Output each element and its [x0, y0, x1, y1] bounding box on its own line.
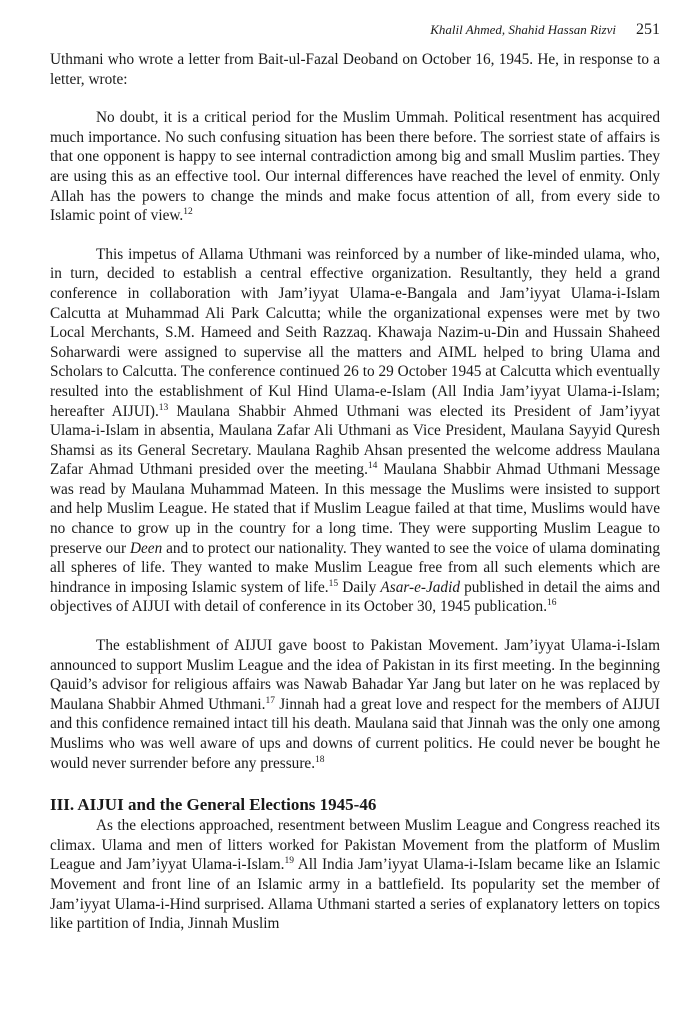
body-text — [50, 50, 660, 934]
section-heading: III. AIJUI and the General Elections 1945-46 — [50, 795, 377, 815]
footnote-ref[interactable]: 18 — [315, 754, 325, 765]
footnote-ref[interactable]: 16 — [547, 598, 557, 609]
page-number: 251 — [636, 21, 660, 38]
paragraph-gap — [50, 773, 660, 792]
paragraph-pakistan-movement: The establishment of AIJUI gave boost to Pakistan Movement. Jam’iyyat Ulama-i-Islam announced to support Muslim League and the idea of Pakistan in its first meeting. In the beginning Qauid’s advisor for religious affairs was Nawab Bahadar Yar Jang but later on he was replaced by Maulana Shabbir Ahmed Uthmani.$^{17}$ Jinnah had a great love and respect for the members of AIJUI and this confidence remained intact till his death. Maulana said that Jinnah was the only one among Muslims who was well aware of ups and downs of current politics. He could never be bought he would never surrender before any pressure.$^{18}$ — [50, 637, 660, 772]
footnote-ref[interactable]: 19 — [284, 856, 294, 867]
header-authors: Khalil Ahmed, Shahid Hassan Rizvi — [430, 22, 616, 37]
footnote-ref[interactable]: 13 — [158, 402, 169, 413]
paragraph-gap — [50, 617, 660, 636]
footnote-ref[interactable]: 15 — [328, 578, 339, 589]
footnote-ref[interactable]: 12 — [183, 207, 193, 218]
newspaper-title: Asar-e-Jadid — [380, 578, 460, 596]
italic-term: Deen — [129, 539, 163, 557]
paragraph-gap — [50, 226, 660, 245]
footnote-ref[interactable]: 17 — [265, 695, 275, 706]
footnote-ref[interactable]: 14 — [367, 461, 378, 472]
paragraph-continuation: Uthmani who wrote a letter from Bait-ul-Fazal Deoband on October 16, 1945. He, in response to a letter, wrote: — [50, 51, 660, 88]
paragraph-gap — [50, 89, 660, 108]
paragraph-aijui-founding: This impetus of Allama Uthmani was reinforced by a number of like-minded ulama, who, in turn, decided to establish a central effective organization. Resultantly, they held a grand conference in collaboration with Jam’iyyat Ulama-e-Bangala and Jam’iyyat Ulama-i-Islam Calcutta at Muhammad Ali Park Calcutta; while the organizational expenses were met by two Local Merchants, S.M. Hameed and Seith Razzaq. Khawaja Nazim-u-Din and Hussain Shaheed Soharwardi were assigned to supervise all the matters and AIML helped to bring Ulama and Scholars to Calcutta. The conference continued 26 to 29 October 1945 at Calcutta which eventually resulted into the establishment of Kul Hind Ulama-e-Islam (All India Jam’iyyat Ulama-i-Islam; hereafter AIJUI).$^{13}$ Maulana Shabbir Ahmed Uthmani was elected its President of Jam’iyyat Ulama-i-Islam in absentia, Maulana Zafar Ali Uthmani as Vice President, Maulana Sayyid Quresh Shamsi as its General Secretary. Maulana Raghib Ahsan presented the welcome address Maulana Zafar Ahmad Uthmani presided over the meeting.$^{14}$ Maulana Shabbir Ahmad Uthmani Message was read by Maulana Muhammad Mateen. In this message the Muslims were insisted to support and help Muslim League. He stated that if Muslim League failed at that time, Muslims would have no chance to grow up in the country for a long time. They were supporting Muslim League to preserve our Deen and to protect our nationality. They wanted to see the voice of ulama dominating all spheres of life. They wanted to make Muslim League free from all such elements which are hindrance in imposing Islamic system of life.$^{15}$ Daily Asar-e-Jadid published in detail the aims and objectives of AIJUI with detail of conference in its October 30, 1945 publication.$^{16}$ — [50, 245, 660, 616]
block-quote: No doubt, it is a critical period for the Muslim Ummah. Political resentment has acquired much importance. No such confusing situation has been there before. The sorriest state of affairs is that one opponent is happy to see internal contradiction among big and small Muslim parties. They are using this as an effective tool. Our internal differences have reached the level of enmity. Only Allah has the powers to change the minds and make focus attention of all, from every side to Islamic point of view.$^{12}$ — [50, 109, 660, 225]
paragraph-elections: As the elections approached, resentment between Muslim League and Congress reached its climax. Ulama and men of litters worked for Pakistan Movement from the platform of Muslim League and Jam’iyyat Ulama-i-Islam.$^{19}$ All India Jam’iyyat Ulama-i-Islam became like an Islamic Movement and front line of an Islamic army in a battlefield. Its popularity set the member of Jam’iyyat Ulama-i-Hind surprised. Allama Uthmani started a series of explanatory letters on topics like partition of India, Jinnah Muslim — [50, 817, 660, 933]
running-header — [50, 20, 660, 40]
